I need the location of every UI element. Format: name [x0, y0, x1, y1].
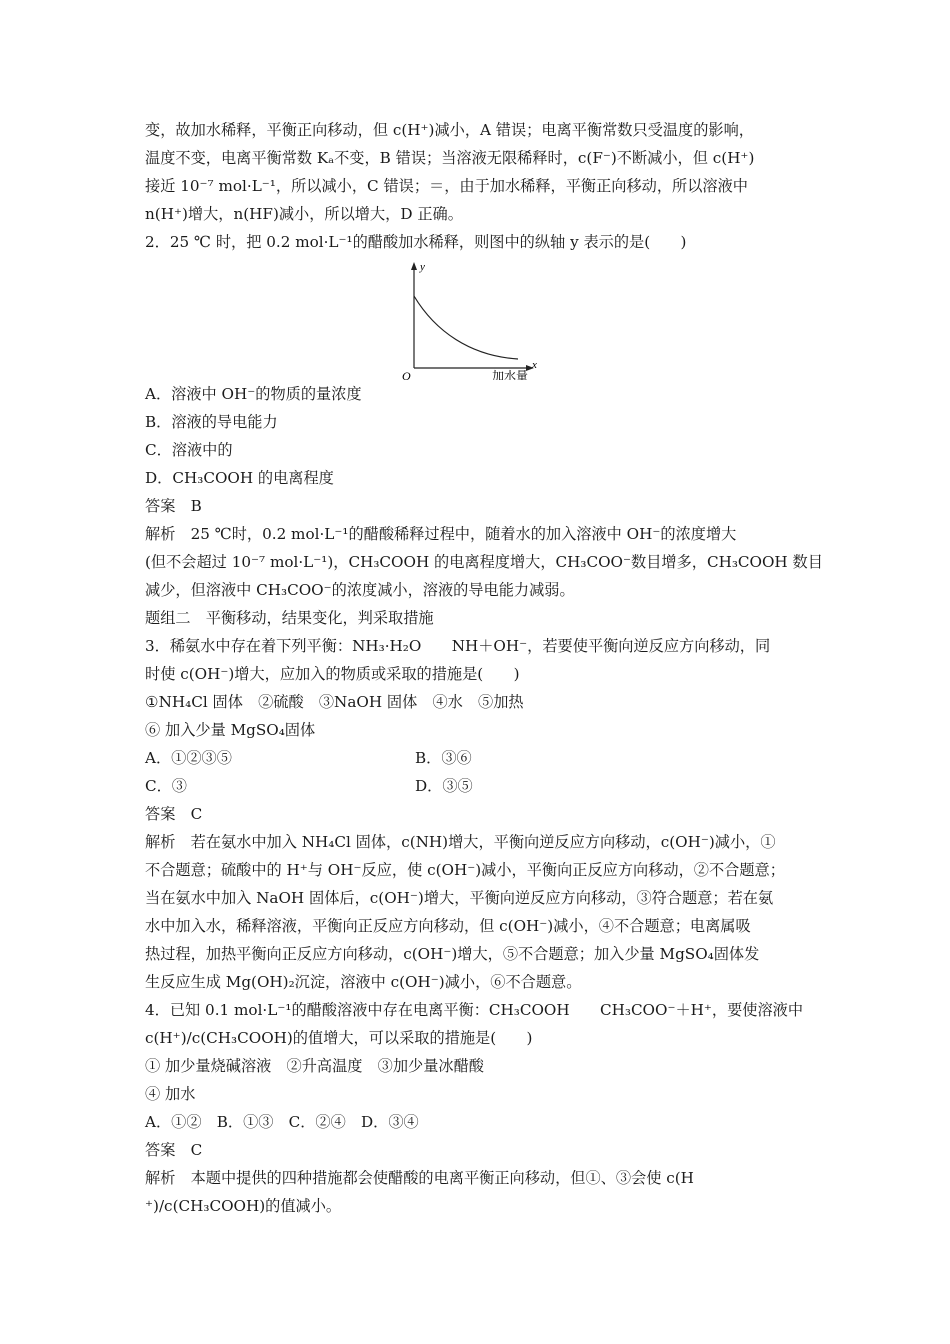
stem-text: ④ 加水	[145, 1085, 196, 1103]
stem-text: 时使 c(OH⁻)增大，应加入的物质或采取的措施是( )	[145, 665, 520, 683]
text-line	[145, 116, 810, 144]
decay-curve	[414, 296, 518, 359]
line-text: n(H⁺)增大，n(HF)减小，所以增大，D 正确。	[145, 205, 463, 223]
option-d: D．③⑤	[415, 777, 473, 795]
option-a: A．①②③⑤	[145, 749, 232, 767]
analysis-text: 不合题意；硫酸中的 H⁺与 OH⁻反应，使 c(OH⁻)减小，平衡向正反应方向移动，②不合题意；	[145, 861, 785, 879]
line-text: 变，故加水稀释，平衡正向移动，但 c(H⁺)减小，A 错误；电离平衡常数只受温度的影响，	[145, 121, 754, 139]
analysis-text: 生反应生成 Mg(OH)₂沉淀，溶液中 c(OH⁻)减小，⑥不合题意。	[145, 973, 582, 991]
section-title	[145, 604, 810, 632]
question-4-stem	[145, 996, 810, 1024]
option-row	[145, 1108, 810, 1136]
analysis-line	[145, 1192, 810, 1220]
analysis-line	[145, 968, 810, 996]
question-4-stem	[145, 1024, 810, 1052]
option-text: A．溶液中 OH⁻的物质的量浓度	[145, 385, 362, 403]
document-page	[145, 116, 823, 1220]
analysis-line	[145, 912, 810, 940]
option-row	[145, 772, 810, 800]
question-3-stem	[145, 632, 810, 660]
option-d	[145, 464, 810, 492]
analysis-text: 解析 若在氨水中加入 NH₄Cl 固体，c(NH)增大，平衡向逆反应方向移动，c(OH⁻)减小，①	[145, 833, 776, 851]
option-row	[145, 744, 810, 772]
answer-text: 答案 B	[145, 497, 202, 515]
section-title-text: 题组二 平衡移动，结果变化，判采取措施	[145, 609, 434, 627]
analysis-text: 解析 本题中提供的四种措施都会使醋酸的电离平衡正向移动，但①、③会使 c(H	[145, 1169, 694, 1187]
answer-line	[145, 492, 810, 520]
analysis-line	[145, 828, 810, 856]
text-line	[145, 144, 810, 172]
graph-svg	[400, 256, 540, 380]
question-3-choices	[145, 688, 810, 716]
answer-text: 答案 C	[145, 1141, 203, 1159]
option-c	[145, 436, 810, 464]
analysis-text: 解析 25 ℃时，0.2 mol·L⁻¹的醋酸稀释过程中，随着水的加入溶液中 OH⁻的浓度增大	[145, 525, 737, 543]
analysis-line	[145, 856, 810, 884]
stem-text: 3．稀氨水中存在着下列平衡：NH₃·H₂O NH＋OH⁻，若要使平衡向逆反应方向移动，同	[145, 637, 771, 655]
analysis-text: 减少，但溶液中 CH₃COO⁻的浓度减小，溶液的导电能力减弱。	[145, 581, 575, 599]
analysis-line	[145, 1164, 810, 1192]
option-text: B．溶液的导电能力	[145, 413, 278, 431]
options-text: A．①② B．①③ C．②④ D．③④	[145, 1113, 419, 1131]
option-c: C．③	[145, 777, 187, 795]
analysis-text: ⁺)/c(CH₃COOH)的值减小。	[145, 1197, 342, 1215]
analysis-line	[145, 548, 823, 576]
option-b	[145, 408, 810, 436]
analysis-line	[145, 940, 810, 968]
analysis-text: 水中加入水，稀释溶液，平衡向正反应方向移动，但 c(OH⁻)减小，④不合题意；电离属吸	[145, 917, 751, 935]
question-3-choices	[145, 716, 810, 744]
dilution-graph	[145, 256, 810, 380]
question-4-choices	[145, 1080, 810, 1108]
answer-text: 答案 C	[145, 805, 203, 823]
stem-text: ① 加少量烧碱溶液 ②升高温度 ③加少量冰醋酸	[145, 1057, 484, 1075]
stem-text: ⑥ 加入少量 MgSO₄固体	[145, 721, 316, 739]
line-text: 2．25 ℃ 时，把 0.2 mol·L⁻¹的醋酸加水稀释，则图中的纵轴 y 表示的是( )	[145, 233, 687, 251]
analysis-line	[145, 576, 810, 604]
option-text: C．溶液中的	[145, 441, 233, 459]
option-a	[145, 380, 810, 408]
x-caption: 加水量	[492, 369, 529, 380]
analysis-text: 当在氨水中加入 NaOH 固体后，c(OH⁻)增大，平衡向逆反应方向移动，③符合题意；若在氨	[145, 889, 774, 907]
x-axis-label: x	[532, 359, 537, 371]
line-text: 接近 10⁻⁷ mol·L⁻¹，所以减小，C 错误；＝，由于加水稀释，平衡正向移动，所以溶液中	[145, 177, 748, 195]
question-3-stem	[145, 660, 810, 688]
option-text: D．CH₃COOH 的电离程度	[145, 469, 334, 487]
text-line	[145, 200, 810, 228]
analysis-text: (但不会超过 10⁻⁷ mol·L⁻¹)，CH₃COOH 的电离程度增大，CH₃COO⁻数目增多，CH₃COOH 数目	[145, 553, 823, 571]
line-text: 温度不变，电离平衡常数 Kₐ不变，B 错误；当溶液无限稀释时，c(F⁻)不断减小，但 c(H⁺)	[145, 149, 755, 167]
origin-label: O	[402, 369, 411, 380]
question-2-stem	[145, 228, 810, 256]
answer-line	[145, 1136, 810, 1164]
stem-text: 4．已知 0.1 mol·L⁻¹的醋酸溶液中存在电离平衡：CH₃COOH CH₃COO⁻＋H⁺，要使溶液中	[145, 1001, 804, 1019]
analysis-line	[145, 520, 810, 548]
text-line	[145, 172, 810, 200]
answer-line	[145, 800, 810, 828]
y-axis-label: y	[420, 261, 425, 273]
stem-text: c(H⁺)/c(CH₃COOH)的值增大，可以采取的措施是( )	[145, 1029, 533, 1047]
analysis-text: 热过程，加热平衡向正反应方向移动，c(OH⁻)增大，⑤不合题意；加入少量 MgSO₄固体发	[145, 945, 760, 963]
stem-text: ①NH₄Cl 固体 ②硫酸 ③NaOH 固体 ④水 ⑤加热	[145, 693, 524, 711]
option-b: B．③⑥	[415, 749, 472, 767]
analysis-line	[145, 884, 810, 912]
y-axis-arrow	[411, 262, 417, 270]
question-4-choices	[145, 1052, 810, 1080]
